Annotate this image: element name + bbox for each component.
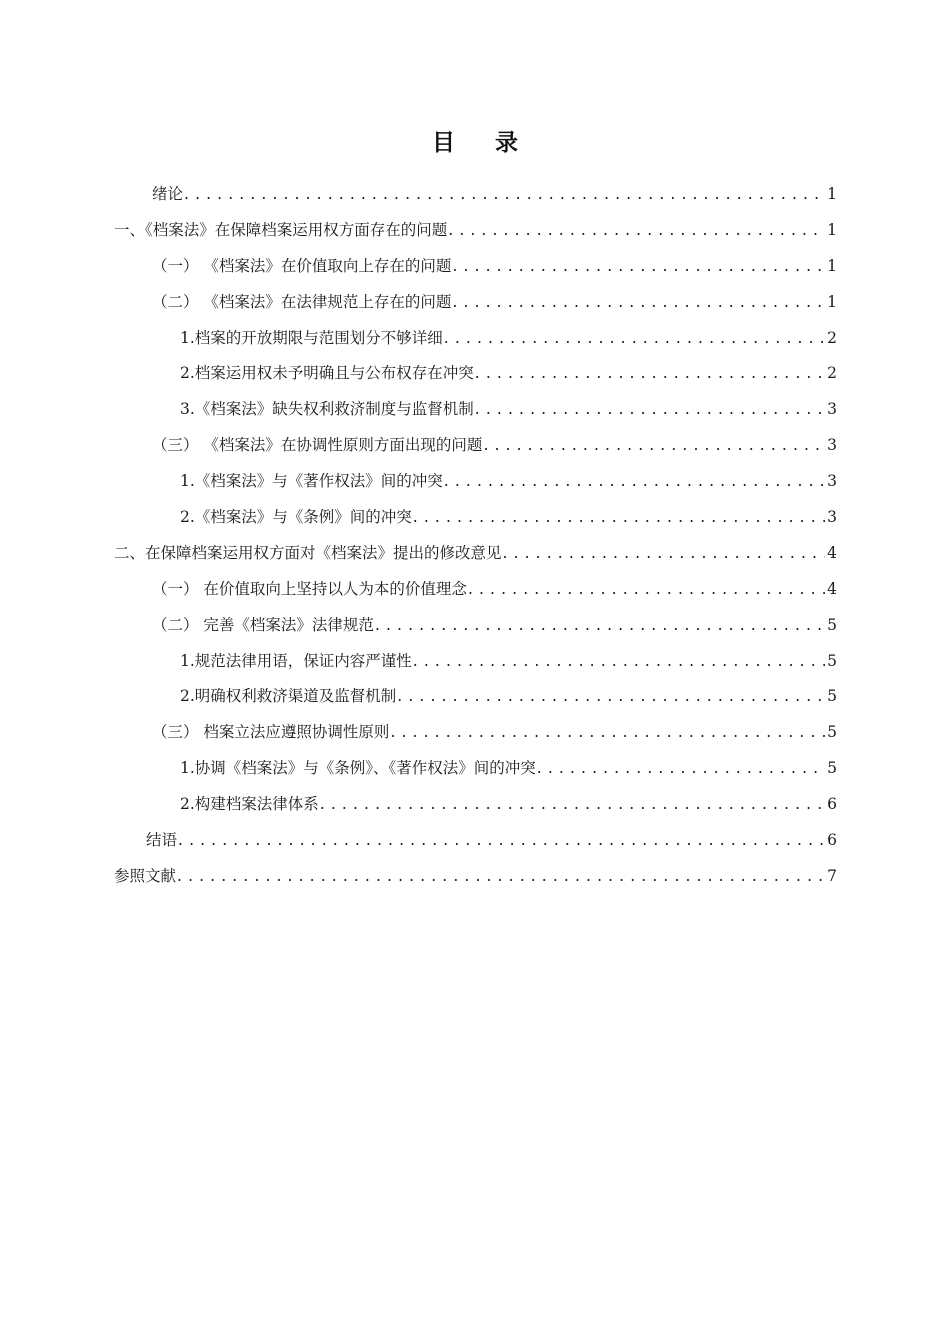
- toc-entry[interactable]: [0, 284, 950, 320]
- toc-entry-title: 2.构建档案法律体系: [180, 795, 319, 814]
- dot-leader: [177, 865, 825, 887]
- dot-leader: [452, 291, 825, 313]
- toc-title: 目 录: [431, 130, 534, 156]
- toc-entry[interactable]: [0, 750, 950, 786]
- toc-entry-page: 1: [827, 292, 837, 311]
- toc-entry-title: 3.《档案法》缺失权利救济制度与监督机制: [180, 400, 474, 419]
- dot-leader: [537, 757, 825, 779]
- toc-entry-page: 7: [827, 866, 837, 885]
- dot-leader: [503, 542, 825, 564]
- toc-entry[interactable]: [0, 858, 950, 894]
- toc-entry-page: 2: [827, 328, 837, 347]
- toc-entry-page: 6: [827, 830, 837, 849]
- dot-leader: [475, 362, 825, 384]
- dot-leader: [413, 506, 825, 528]
- toc-entry-title: 参照文献: [114, 866, 177, 885]
- toc-entry[interactable]: [0, 212, 950, 248]
- toc-entry[interactable]: [0, 355, 950, 391]
- toc-entry-page: 3: [827, 507, 837, 526]
- dot-leader: [184, 183, 825, 205]
- dot-leader: [483, 434, 825, 456]
- toc-entry-title: 1.档案的开放期限与范围划分不够详细: [180, 328, 443, 347]
- toc-entry-title: （二） 完善《档案法》法律规范: [152, 615, 374, 634]
- dot-leader: [468, 578, 825, 600]
- toc-entry-page: 3: [827, 400, 837, 419]
- dot-leader: [178, 829, 825, 851]
- toc-entry-title: （一） 《档案法》在价值取向上存在的问题: [152, 256, 452, 275]
- toc-entry[interactable]: [0, 714, 950, 750]
- toc-entry-title: （二） 《档案法》在法律规范上存在的问题: [152, 292, 452, 311]
- dot-leader: [397, 685, 825, 707]
- dot-leader: [444, 327, 825, 349]
- toc-entry-page: 1: [827, 220, 837, 239]
- toc-entry-page: 5: [827, 615, 837, 634]
- toc-entry-page: 3: [827, 436, 837, 455]
- toc-entry[interactable]: [0, 463, 950, 499]
- toc-entry-title: （三） 档案立法应遵照协调性原则: [152, 723, 390, 742]
- toc-entry-title: （一） 在价值取向上坚持以人为本的价值理念: [152, 579, 467, 598]
- toc-entry[interactable]: [0, 391, 950, 427]
- toc-entry[interactable]: [0, 678, 950, 714]
- dot-leader: [320, 793, 825, 815]
- dot-leader: [475, 398, 825, 420]
- dot-leader: [413, 650, 825, 672]
- toc-entry[interactable]: [0, 499, 950, 535]
- toc-entry-page: 6: [827, 795, 837, 814]
- toc-entry[interactable]: [0, 320, 950, 356]
- toc-entry-title: 1.协调《档案法》与《条例》、《著作权法》间的冲突: [180, 759, 536, 778]
- toc-entry-page: 5: [827, 687, 837, 706]
- toc-entry-page: 1: [827, 184, 837, 203]
- toc-list: [0, 176, 950, 894]
- toc-entry[interactable]: [0, 643, 950, 679]
- toc-entry-page: 3: [827, 472, 837, 491]
- toc-entry-title: 2.《档案法》与《条例》间的冲突: [180, 507, 412, 526]
- toc-entry-title: （三） 《档案法》在协调性原则方面出现的问题: [152, 436, 483, 455]
- toc-entry-title: 一、《档案法》在保障档案运用权方面存在的问题: [114, 220, 448, 239]
- toc-entry[interactable]: [0, 786, 950, 822]
- dot-leader: [452, 255, 825, 277]
- toc-entry[interactable]: [0, 535, 950, 571]
- toc-entry[interactable]: [0, 427, 950, 463]
- toc-entry-title: 二、在保障档案运用权方面对《档案法》提出的修改意见: [114, 543, 502, 562]
- toc-entry-title: 结语: [146, 830, 178, 849]
- toc-entry-page: 5: [827, 651, 837, 670]
- toc-entry-title: 绪论: [152, 184, 184, 203]
- toc-entry-page: 2: [827, 364, 837, 383]
- toc-entry[interactable]: [0, 822, 950, 858]
- toc-entry-title: 2.明确权利救济渠道及监督机制: [180, 687, 397, 706]
- toc-entry-page: 5: [827, 759, 837, 778]
- toc-entry-title: 1.规范法律用语，保证内容严谨性: [180, 651, 412, 670]
- toc-entry-title: 2.档案运用权未予明确且与公布权存在冲突: [180, 364, 474, 383]
- toc-entry-page: 4: [827, 543, 837, 562]
- dot-leader: [390, 721, 825, 743]
- dot-leader: [375, 614, 825, 636]
- toc-entry[interactable]: [0, 571, 950, 607]
- dot-leader: [448, 219, 825, 241]
- dot-leader: [444, 470, 825, 492]
- toc-entry[interactable]: [0, 607, 950, 643]
- toc-entry-page: 1: [827, 256, 837, 275]
- toc-entry-page: 4: [827, 579, 837, 598]
- toc-entry-page: 5: [827, 723, 837, 742]
- toc-entry[interactable]: [0, 248, 950, 284]
- toc-entry-title: 1.《档案法》与《著作权法》间的冲突: [180, 472, 443, 491]
- toc-entry[interactable]: [0, 176, 950, 212]
